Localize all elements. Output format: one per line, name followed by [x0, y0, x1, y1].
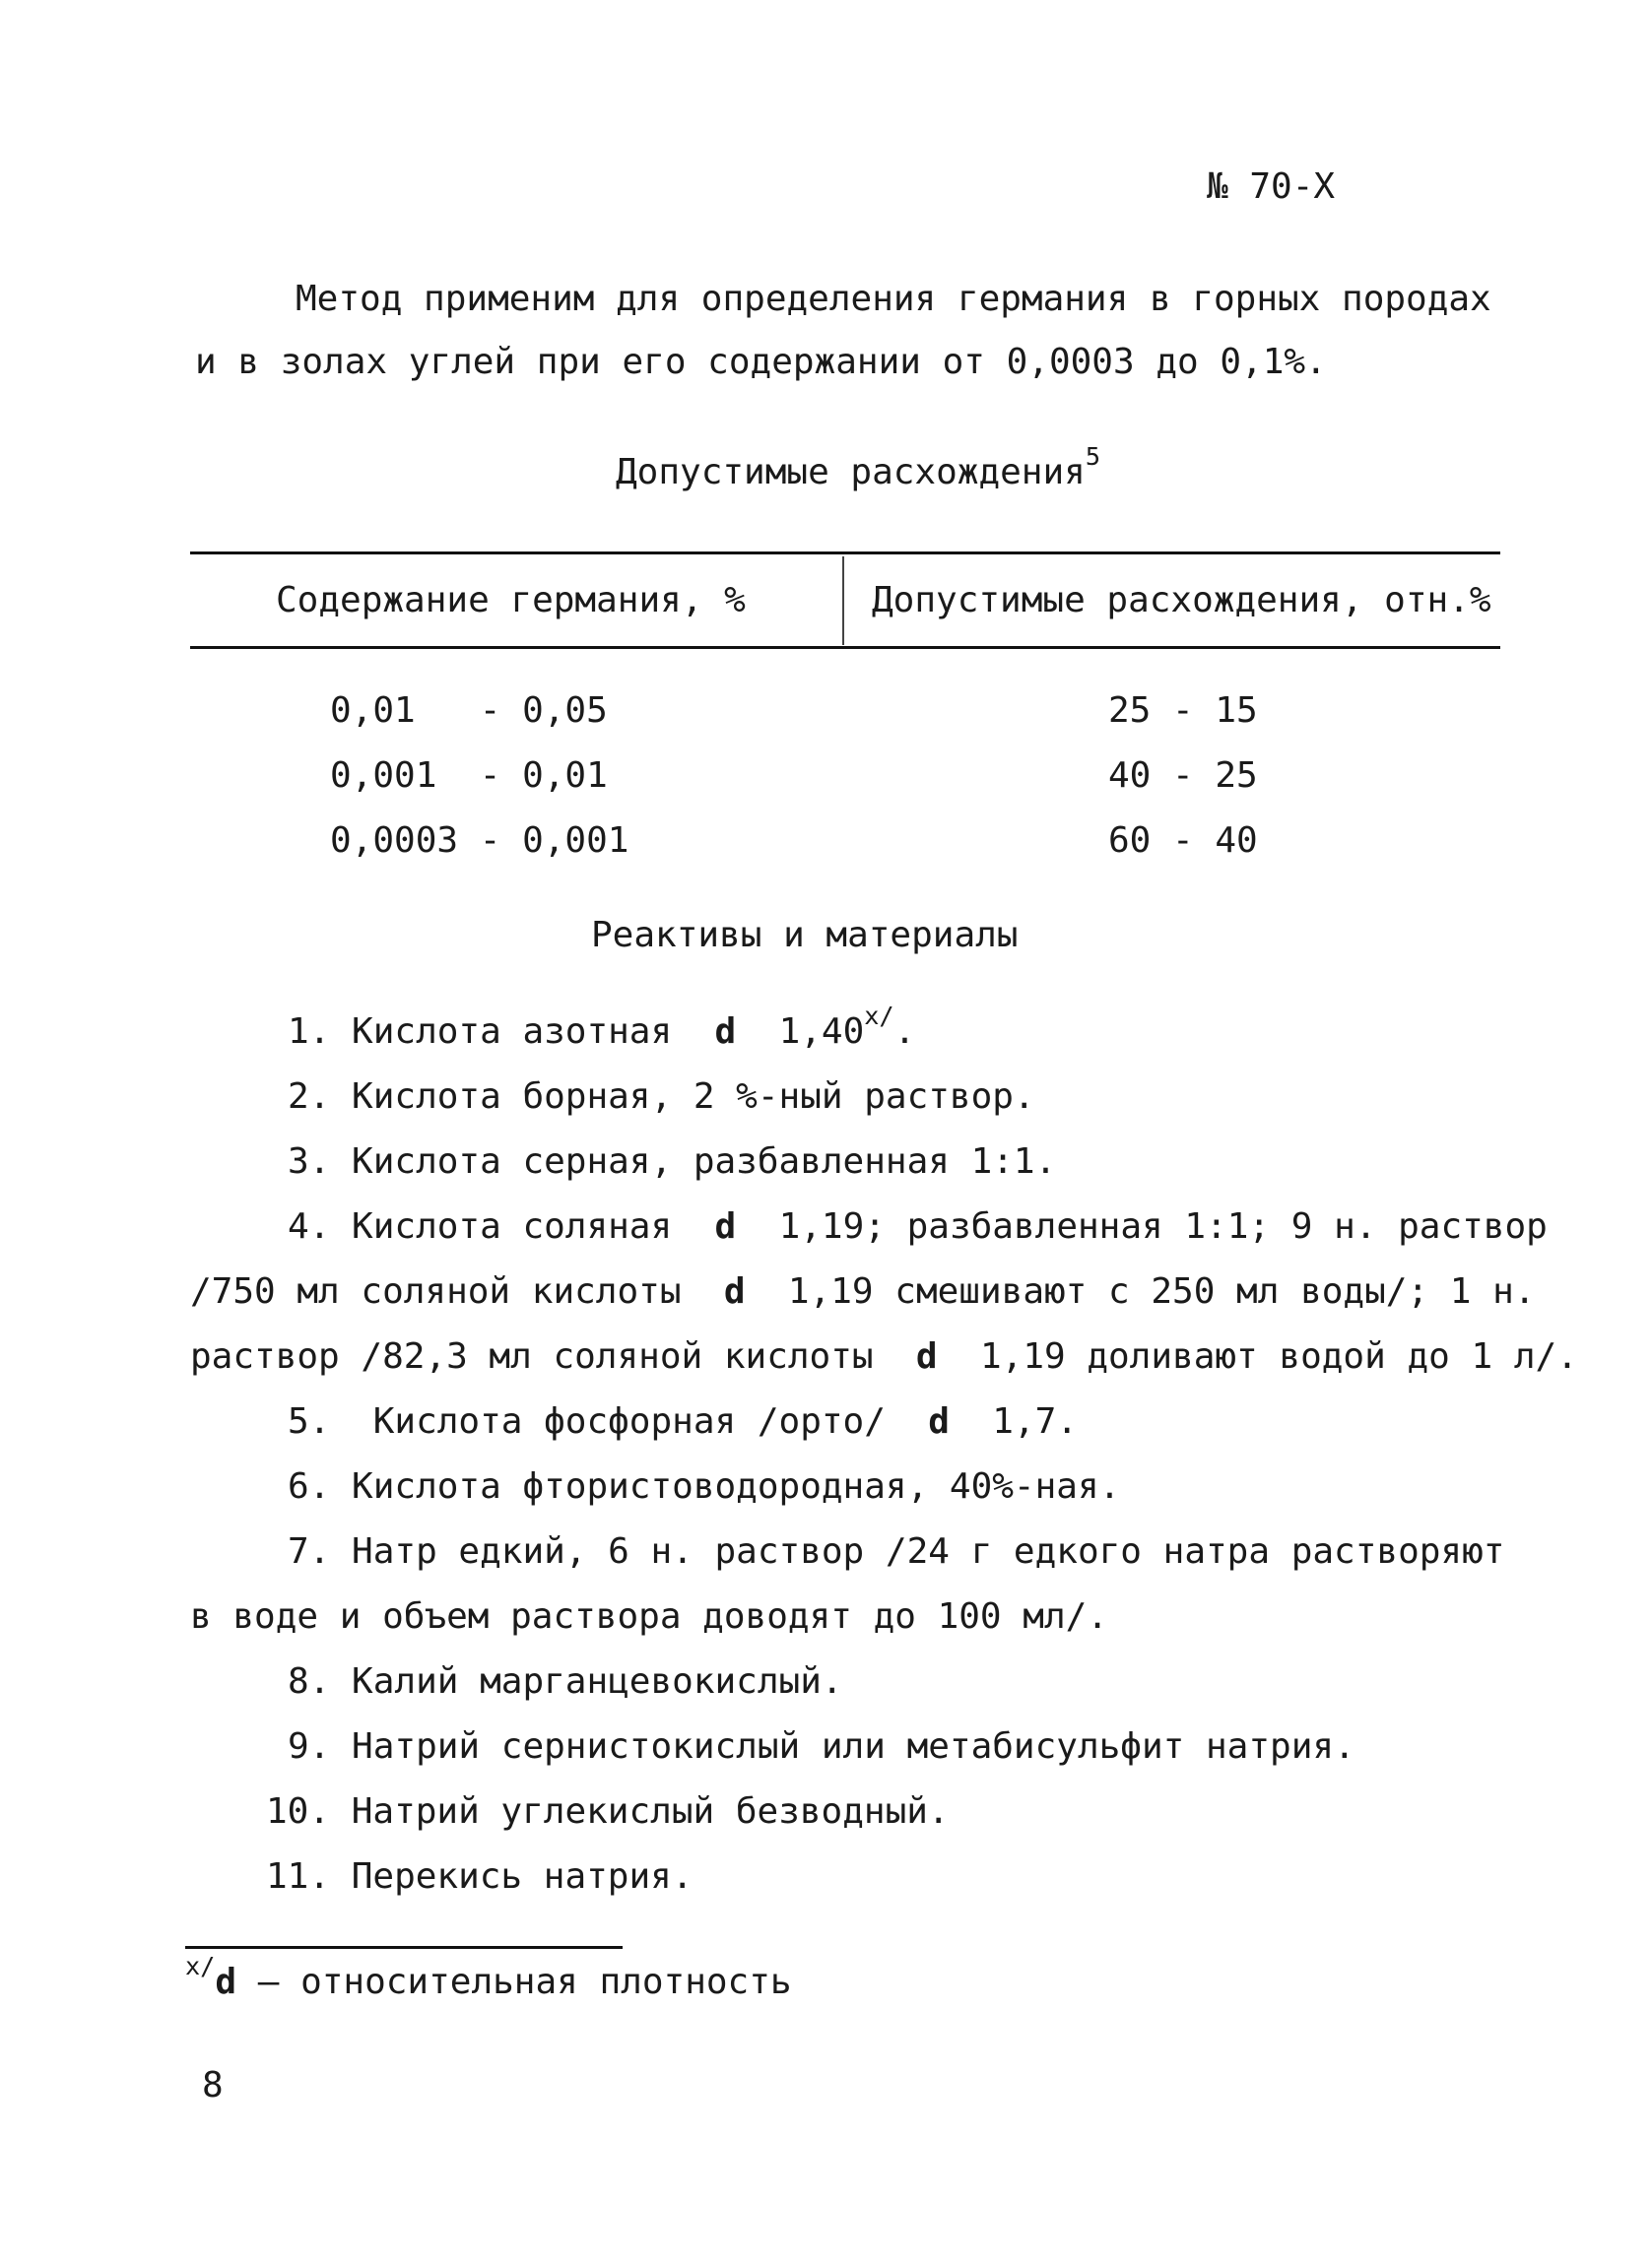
table-title-note: 5: [1085, 442, 1100, 472]
reagent-item-8: [288, 1661, 843, 1702]
item-text: Калий марганцевокислый.: [352, 1661, 843, 1702]
item-text: Кислота соляная: [352, 1206, 673, 1247]
table-header-content: Содержание германия, %: [276, 580, 746, 620]
table-row-1-deviation: 25 - 15: [1108, 690, 1258, 731]
item-text: Кислота борная, 2 %-ный раствор.: [352, 1076, 1035, 1117]
table-header-divider: [842, 556, 844, 645]
table-row-1-range: 0,01 - 0,05: [330, 690, 608, 731]
reagent-item-7-line-1: [288, 1531, 1505, 1572]
item-text: Кислота фосфорная /орто/: [372, 1401, 886, 1442]
table-top-rule: [190, 551, 1500, 554]
item-number: 3.: [288, 1141, 331, 1182]
density-symbol: d: [714, 1011, 737, 1052]
table-header-deviation: Допустимые расхождения, отн.%: [872, 580, 1491, 620]
item-value: 1,7.: [992, 1401, 1078, 1442]
item-end: .: [893, 1011, 916, 1052]
item-text: /750 мл соляной кислоты: [190, 1271, 682, 1312]
item-number: 2.: [288, 1076, 331, 1117]
density-symbol: d: [928, 1401, 950, 1442]
table-header-rule: [190, 646, 1500, 649]
footnote-text: – относительная плотность: [257, 1962, 792, 2002]
item-number: 9.: [288, 1726, 331, 1767]
item-value: 1,40: [778, 1011, 865, 1052]
reagent-item-7-line-2: в воде и объем раствора доводят до 100 мл/.: [190, 1596, 1108, 1637]
reagent-item-10: [266, 1791, 950, 1832]
item-text: Кислота фтористоводородная, 40%-ная.: [352, 1466, 1121, 1507]
item-number: 10.: [266, 1791, 331, 1832]
reagent-item-2: [288, 1076, 1035, 1117]
item-text: Натрий углекислый безводный.: [351, 1791, 950, 1832]
reagent-item-6: [288, 1466, 1121, 1507]
table-title-text: Допустимые расхождения: [616, 452, 1086, 492]
reagent-item-11: [266, 1856, 694, 1897]
item-number: 7.: [288, 1531, 331, 1572]
item-number: 4.: [288, 1206, 331, 1247]
footnote-rule: [185, 1946, 623, 1949]
item-number: 6.: [288, 1466, 331, 1507]
footnote: [185, 1952, 792, 2002]
item-text: раствор /82,3 мл соляной кислоты: [190, 1336, 874, 1377]
reagent-item-4-line-3: [190, 1336, 1578, 1377]
table-row-2-deviation: 40 - 25: [1108, 755, 1258, 796]
item-text: Натр едкий, 6 н. раствор /24 г едкого натра растворяют: [352, 1531, 1505, 1572]
item-text: Кислота азотная: [352, 1011, 673, 1052]
item-text: Кислота серная, разбавленная 1:1.: [352, 1141, 1057, 1182]
table-row-2-range: 0,001 - 0,01: [330, 755, 608, 796]
item-number: 8.: [288, 1661, 331, 1702]
reagent-item-4-line-2: [190, 1271, 1536, 1312]
item-number: 11.: [266, 1856, 331, 1897]
page-number: 8: [202, 2065, 224, 2106]
intro-line-1: Метод применим для определения германия в горных породах: [296, 279, 1491, 319]
reagent-item-3: [288, 1141, 1057, 1182]
density-symbol: d: [215, 1962, 237, 2002]
table-row-3-range: 0,0003 - 0,001: [330, 820, 629, 861]
reagent-item-4-line-1: [288, 1206, 1548, 1247]
reagents-title: Реактивы и материалы: [591, 915, 1019, 955]
item-text: 1,19 смешивают с 250 мл воды/; 1 н.: [787, 1271, 1536, 1312]
footnote-mark: x/: [864, 1002, 894, 1031]
density-symbol: d: [723, 1271, 746, 1312]
reagent-item-5: [288, 1401, 1078, 1442]
item-text: 1,19 доливают водой до 1 л/.: [979, 1336, 1578, 1377]
item-text: Натрий сернистокислый или метабисульфит натрия.: [352, 1726, 1355, 1767]
document-number: № 70-Х: [1207, 166, 1336, 207]
footnote-mark: x/: [185, 1952, 216, 1981]
density-symbol: d: [915, 1336, 938, 1377]
item-text: 1,19; разбавленная 1:1; 9 н. раствор: [778, 1206, 1548, 1247]
intro-line-2: и в золах углей при его содержании от 0,0003 до 0,1%.: [195, 342, 1327, 382]
item-number: 5.: [288, 1401, 331, 1442]
reagent-item-1: [288, 1002, 916, 1052]
item-text: Перекись натрия.: [351, 1856, 694, 1897]
table-title: [616, 442, 1100, 492]
table-row-3-deviation: 60 - 40: [1108, 820, 1258, 861]
item-number: 1.: [288, 1011, 331, 1052]
reagent-item-9: [288, 1726, 1355, 1767]
density-symbol: d: [714, 1206, 737, 1247]
